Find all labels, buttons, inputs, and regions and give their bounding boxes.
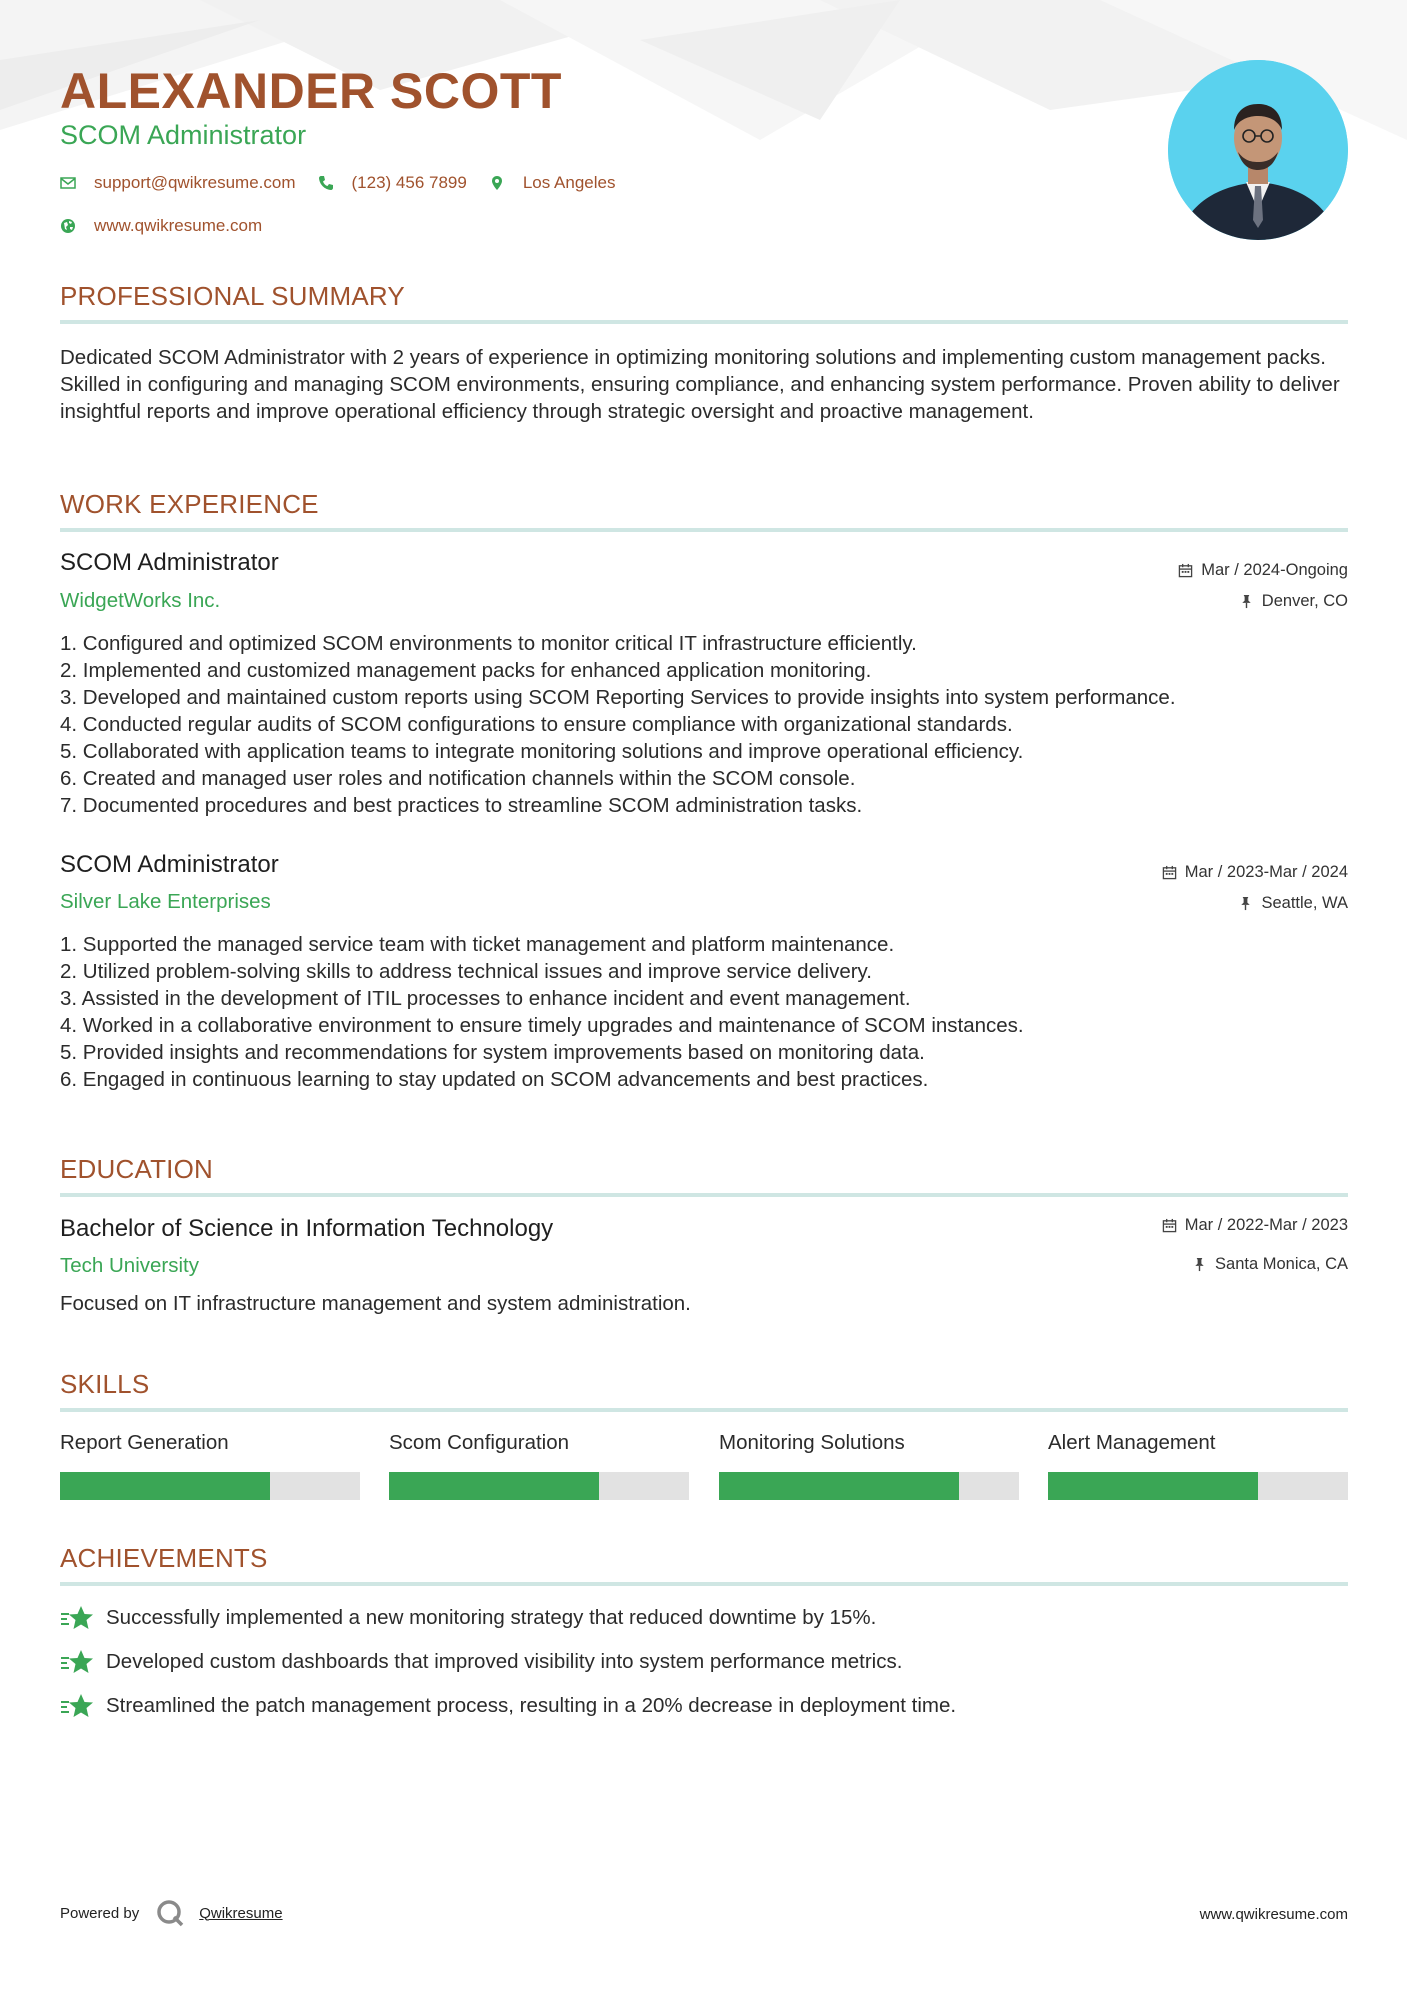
section-divider <box>60 1408 1348 1412</box>
phone-text: (123) 456 7899 <box>351 173 467 192</box>
star-icon <box>60 1649 94 1675</box>
section-title-summary: PROFESSIONAL SUMMARY <box>60 281 405 311</box>
skill-bar-fill <box>60 1472 270 1500</box>
skill-name: Monitoring Solutions <box>719 1431 905 1454</box>
skill-bar <box>60 1472 360 1500</box>
section-divider <box>60 320 1348 324</box>
profile-photo <box>1168 60 1348 240</box>
list-item: 6. Engaged in continuous learning to stay updated on SCOM advancements and best practices. <box>60 1068 929 1091</box>
location-text: Los Angeles <box>522 173 616 192</box>
skill-name: Alert Management <box>1048 1431 1216 1454</box>
list-item: 5. Collaborated with application teams to integrate monitoring solutions and improve operational efficiency. <box>60 740 1024 763</box>
list-item: 7. Documented procedures and best practices to streamline SCOM administration tasks. <box>60 794 863 817</box>
skill-item <box>389 1430 689 1500</box>
footer-website[interactable]: www.qwikresume.com <box>1199 1906 1348 1923</box>
qwikresume-logo-icon <box>155 1898 185 1928</box>
section-title-skills: SKILLS <box>60 1369 150 1399</box>
calendar-icon <box>1162 865 1177 880</box>
summary-text: Dedicated SCOM Administrator with 2 years of experience in optimizing monitoring solutions and implementing custom management packs. Skilled in configuring and managing SCOM environments, ensuring compliance, and enhancing system performance. Proven ability to deliver insightful reports and improve operational efficiency through strategic oversight and proactive management. <box>60 346 1340 423</box>
skill-bar-fill <box>389 1472 599 1500</box>
list-item: 1. Supported the managed service team with ticket management and platform maintenance. <box>60 933 895 956</box>
skill-bar-fill <box>719 1472 959 1500</box>
section-divider <box>60 528 1348 532</box>
school-name: Tech University <box>60 1254 199 1277</box>
star-icon <box>60 1605 94 1631</box>
skill-item <box>60 1430 360 1500</box>
achievement-item <box>60 1648 902 1675</box>
skill-bar <box>1048 1472 1348 1500</box>
candidate-name: ALEXANDER SCOTT <box>60 63 562 119</box>
company-name: Silver Lake Enterprises <box>60 890 271 913</box>
contact-location <box>489 172 616 194</box>
job-dates-text: Mar / 2023-Mar / 2024 <box>1184 863 1348 881</box>
job-dates-text: Mar / 2024-Ongoing <box>1201 561 1348 579</box>
pushpin-icon <box>1238 896 1253 911</box>
job-title: SCOM Administrator <box>60 549 279 576</box>
education-dates <box>1162 1214 1348 1236</box>
star-icon <box>60 1693 94 1719</box>
job-location-text: Seattle, WA <box>1261 894 1348 912</box>
job-dates <box>1178 559 1348 581</box>
contact-row-website <box>60 215 284 237</box>
list-item: 1. Configured and optimized SCOM environments to monitor critical IT infrastructure efficiently. <box>60 632 917 655</box>
job-title: SCOM Administrator <box>60 851 279 878</box>
job-responsibilities <box>60 630 1360 819</box>
calendar-icon <box>1162 1218 1177 1233</box>
achievement-item <box>60 1692 956 1719</box>
envelope-icon <box>60 175 76 191</box>
skill-bar <box>719 1472 1019 1500</box>
degree-title: Bachelor of Science in Information Technology <box>60 1215 554 1242</box>
pushpin-icon <box>1192 1257 1207 1272</box>
section-divider <box>60 1193 1348 1197</box>
contact-row <box>60 172 637 194</box>
calendar-icon <box>1178 563 1193 578</box>
skill-name: Scom Configuration <box>389 1431 570 1454</box>
education-location-text: Santa Monica, CA <box>1215 1255 1348 1273</box>
skill-name: Report Generation <box>60 1431 229 1454</box>
list-item: 4. Conducted regular audits of SCOM configurations to ensure compliance with organizational standards. <box>60 713 1013 736</box>
achievement-text: Successfully implemented a new monitoring strategy that reduced downtime by 15%. <box>106 1606 877 1629</box>
section-title-education: EDUCATION <box>60 1154 213 1184</box>
powered-by-label: Powered by <box>60 1904 140 1922</box>
skill-bar-fill <box>1048 1472 1258 1500</box>
job-location <box>1238 892 1348 914</box>
achievement-text: Streamlined the patch management process, resulting in a 20% decrease in deployment time. <box>106 1694 957 1717</box>
education-dates-text: Mar / 2022-Mar / 2023 <box>1184 1216 1348 1234</box>
education-description: Focused on IT infrastructure management and system administration. <box>60 1292 691 1315</box>
map-pin-icon <box>489 175 505 191</box>
list-item: 6. Created and managed user roles and notification channels within the SCOM console. <box>60 767 856 790</box>
list-item: 2. Utilized problem-solving skills to address technical issues and improve service delivery. <box>60 960 872 983</box>
section-title-achievements: ACHIEVEMENTS <box>60 1543 268 1573</box>
list-item: 3. Assisted in the development of ITIL processes to enhance incident and event management. <box>60 987 911 1010</box>
achievement-text: Developed custom dashboards that improved visibility into system performance metrics. <box>106 1650 903 1673</box>
pushpin-icon <box>1239 594 1254 609</box>
contact-email[interactable] <box>60 172 296 194</box>
achievement-item <box>60 1604 876 1631</box>
job-location <box>1239 590 1348 612</box>
qwikresume-link[interactable]: Qwikresume <box>199 1904 283 1922</box>
skill-bar <box>389 1472 689 1500</box>
job-dates <box>1162 861 1348 883</box>
job-responsibilities <box>60 931 1360 1093</box>
phone-icon <box>318 175 334 191</box>
globe-icon <box>60 218 76 234</box>
list-item: 2. Implemented and customized management packs for enhanced application monitoring. <box>60 659 872 682</box>
list-item: 4. Worked in a collaborative environment to ensure timely upgrades and maintenance of SCOM instances. <box>60 1014 1024 1037</box>
candidate-title: SCOM Administrator <box>60 120 307 150</box>
contact-phone[interactable] <box>318 172 467 194</box>
section-title-experience: WORK EXPERIENCE <box>60 489 319 519</box>
contact-website[interactable] <box>60 215 262 237</box>
education-location <box>1192 1253 1348 1275</box>
skill-item <box>719 1430 1019 1500</box>
section-divider <box>60 1582 1348 1586</box>
job-location-text: Denver, CO <box>1261 592 1348 610</box>
website-text: www.qwikresume.com <box>94 216 263 235</box>
list-item: 5. Provided insights and recommendations for system improvements based on monitoring data. <box>60 1041 925 1064</box>
company-name: WidgetWorks Inc. <box>60 589 221 612</box>
email-text: support@qwikresume.com <box>94 173 296 192</box>
footer-powered-by <box>60 1898 283 1928</box>
skill-item <box>1048 1430 1348 1500</box>
list-item: 3. Developed and maintained custom reports using SCOM Reporting Services to provide insights into system performance. <box>60 686 1176 709</box>
